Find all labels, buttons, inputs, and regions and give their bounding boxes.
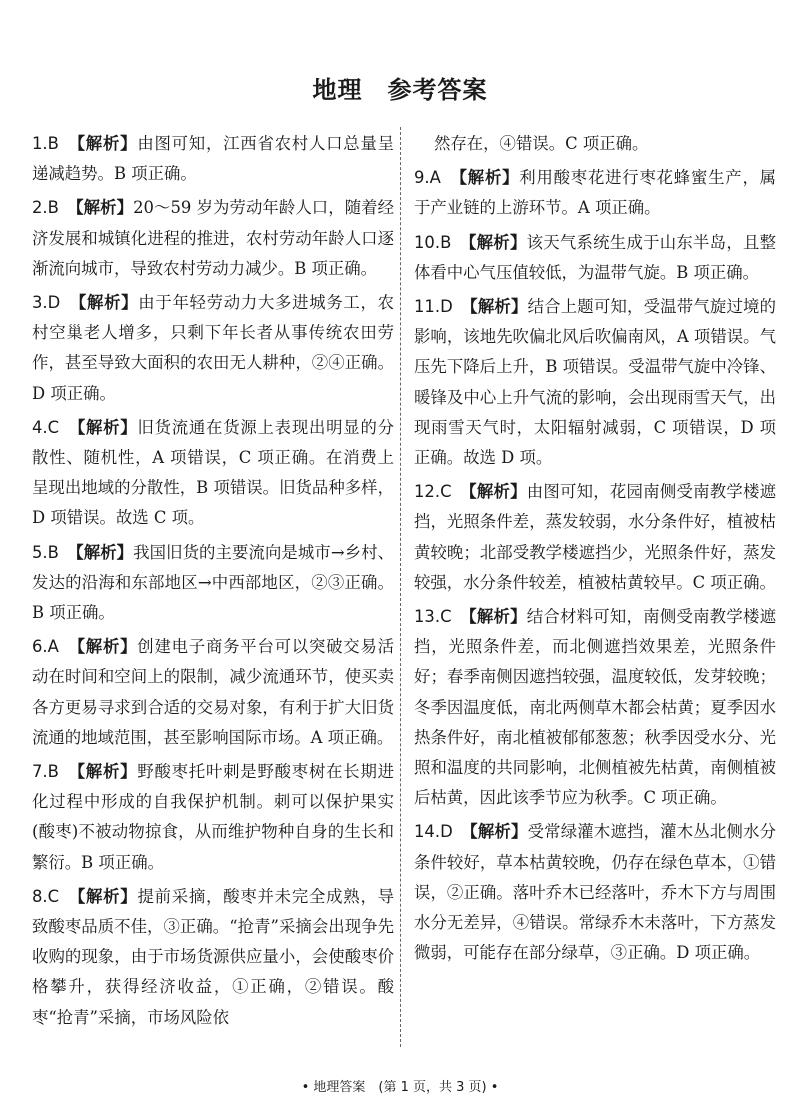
answer-item-2	[32, 193, 394, 284]
answer-8-continuation: 然存在，④错误。C 项正确。	[434, 134, 649, 153]
answer-number: 13.C	[414, 607, 452, 627]
answer-item-9	[414, 163, 776, 223]
answer-number: 7.B	[32, 762, 59, 782]
answer-item-11	[414, 292, 776, 473]
analysis-tag: 【解析】	[468, 607, 527, 627]
answer-number: 1.B	[32, 134, 59, 153]
answer-text: 结合上题可知，受温带气旋过境的影响，该地先吹偏北风后吹偏南风，A 项错误。气压先下降后上升，B 项错误。受温带气旋中冷锋、暖锋及中心上升气流的影响，会出现雨雪天气，出现雨雪天气时，太阳辐射减弱，C 项错误，D 项正确。故选 D 项。	[414, 297, 777, 468]
analysis-tag: 【解析】	[469, 822, 528, 842]
answer-text: 我国旧货的主要流向是城市→乡村、发达的沿海和东部地区→中西部地区，②③正确。B 项正确。	[32, 542, 394, 623]
answer-item-12	[414, 477, 776, 598]
answer-item-6	[32, 632, 394, 753]
analysis-tag: 【解析】	[76, 134, 138, 153]
answer-text: 由图可知，江西省农村人口总量呈递减趋势。B 项正确。	[32, 134, 395, 184]
answer-text: 旧货流通在货源上表现出明显的分散性、随机性，A 项错误，C 项正确。在消费上呈现出地域的分散性，B 项错误。旧货品种多样，D 项错误。故选 C 项。	[32, 417, 394, 528]
answer-number: 6.A	[32, 637, 59, 657]
right-column	[414, 129, 776, 972]
answer-text: 由图可知，花园南侧受南教学楼遮挡，光照条件差，蒸发较弱，水分条件好，植被枯黄较晚；北部受教学楼遮挡少，光照条件好，蒸发较强，水分条件较差，植被枯黄较早。C 项正确。	[414, 482, 777, 592]
analysis-tag: 【解析】	[75, 542, 134, 562]
answer-number: 11.D	[414, 297, 453, 317]
answer-item-8	[32, 882, 394, 1033]
answer-number: 3.D	[32, 293, 61, 313]
answer-item-1	[32, 129, 394, 189]
answer-text: 野酸枣托叶刺是野酸枣树在长期进化过程中形成的自我保护机制。刺可以保护果实(酸枣)不被动物掠食，从而维护物种自身的生长和繁衍。B 项正确。	[32, 762, 395, 872]
answer-text: 结合材料可知，南侧受南教学楼遮挡，光照条件差，而北侧遮挡效果差，光照条件好；春季南侧因遮挡较强，温度较低，发芽较晚；冬季因温度低，南北两侧草木都会枯黄；夏季因水热条件好，南北植被郁郁葱葱；秋季因受水分、光照和温度的共同影响，北侧植被先枯黄，南侧植被后枯黄，因此该季节应为秋季。C 项正确。	[414, 607, 777, 808]
answer-number: 10.B	[414, 232, 452, 252]
analysis-tag: 【解析】	[77, 886, 138, 906]
answer-text: 创建电子商务平台可以突破交易活动在时间和空间上的限制，减少流通环节，使买卖各方更易寻求到合适的交易对象，有利于扩大旧货流通的地域范围，甚至影响国际市场。A 项正确。	[32, 637, 395, 747]
answer-text: 该天气系统生成于山东半岛，且整体看中心气压值较低，为温带气旋。B 项正确。	[414, 232, 776, 282]
analysis-tag: 【解析】	[78, 293, 139, 313]
answer-item-10	[414, 228, 776, 288]
answer-number: 14.D	[414, 822, 453, 842]
page-footer: • 地理答案 (第 1 页，共 3 页) •	[301, 1080, 499, 1095]
answer-item-14	[414, 817, 776, 968]
analysis-tag: 【解析】	[468, 232, 527, 252]
answer-item-4	[32, 413, 394, 534]
answer-item-5	[32, 538, 394, 629]
analysis-tag: 【解析】	[458, 168, 520, 188]
page-title: 地理 参考答案	[312, 76, 488, 104]
answer-item-3	[32, 288, 394, 409]
answer-text: 由于年轻劳动力大多进城务工，农村空巢老人增多，只剩下年长者从事传统农田劳作，甚至导致大面积的农田无人耕种，②④正确。D 项正确。	[32, 293, 395, 403]
answer-number: 5.B	[32, 542, 59, 562]
analysis-tag: 【解析】	[76, 637, 138, 657]
analysis-tag: 【解析】	[468, 482, 527, 502]
analysis-tag: 【解析】	[75, 198, 134, 218]
column-divider	[400, 127, 401, 1047]
answer-number: 9.A	[414, 168, 441, 188]
answer-item-13	[414, 602, 776, 813]
analysis-tag: 【解析】	[76, 762, 138, 782]
answer-number: 12.C	[414, 482, 452, 502]
answer-text: 20～59 岁为劳动年龄人口，随着经济发展和城镇化进程的推进，农村劳动年龄人口逐渐流向城市，导致农村劳动力减少。B 项正确。	[32, 198, 394, 278]
analysis-tag: 【解析】	[77, 417, 138, 437]
analysis-tag: 【解析】	[469, 297, 528, 317]
answer-number: 8.C	[32, 886, 60, 906]
answer-number: 2.B	[32, 198, 59, 218]
answer-text: 利用酸枣花进行枣花蜂蜜生产，属于产业链的上游环节。A 项正确。	[414, 168, 777, 218]
answer-item-7	[32, 757, 394, 878]
left-column	[32, 129, 394, 1037]
answer-text: 受常绿灌木遮挡，灌木丛北侧水分条件较好，草本枯黄较晚，仍存在绿色草本，①错误，②正确。落叶乔木已经落叶，乔木下方与周围水分无差异，④错误。常绿乔木未落叶，下方蒸发微弱，可能存在部分绿草，③正确。D 项正确。	[414, 822, 777, 963]
answer-number: 4.C	[32, 417, 60, 437]
answer-text: 提前采摘，酸枣并未完全成熟，导致酸枣品质不佳，③正确。“抢青”采摘会出现争先收购的现象，由于市场货源供应量小，会使酸枣价格攀升，获得经济收益，①正确，②错误。酸枣“抢青”采摘，市场风险依	[32, 886, 394, 1027]
